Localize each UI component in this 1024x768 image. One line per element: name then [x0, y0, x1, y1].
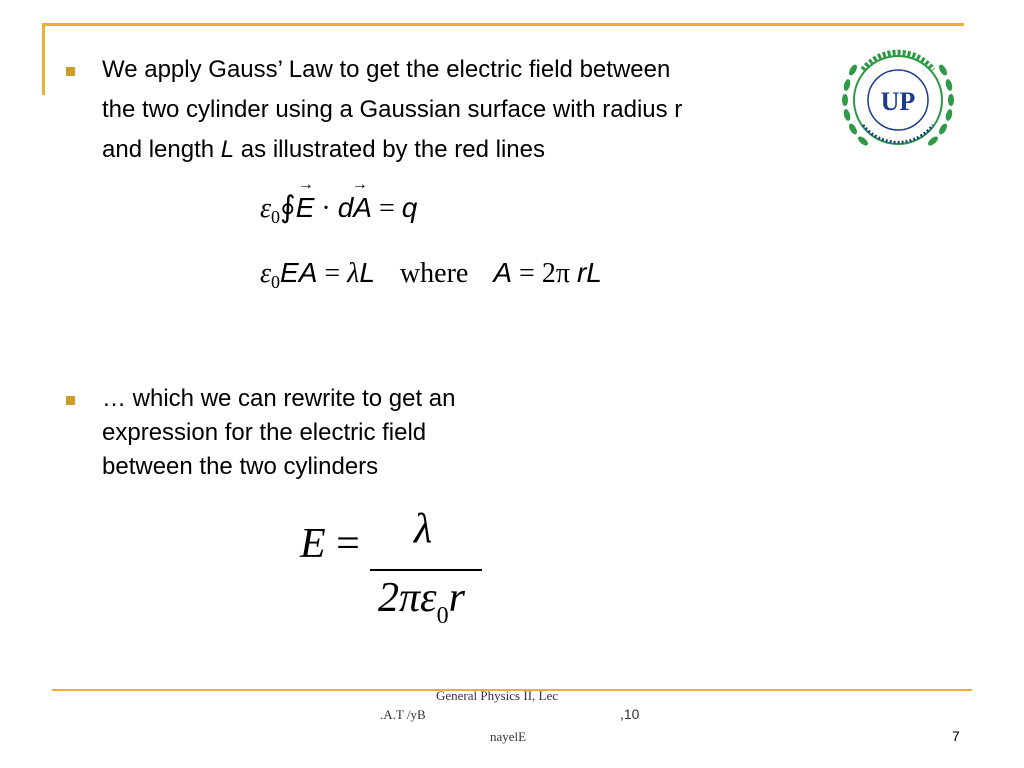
left-border-line: [42, 23, 45, 95]
equation-flux-result: [260, 257, 602, 293]
bullet-1-line-2: the two cylinder using a Gaussian surface with radius r: [102, 96, 683, 123]
epsilon-symbol: ε: [260, 258, 272, 289]
radius-symbol: r: [448, 575, 465, 621]
fraction-bar: [370, 569, 482, 571]
bullet-1-text: [102, 50, 682, 170]
logo-initials: UP: [880, 87, 916, 116]
equals-sign: =: [378, 193, 395, 224]
bullet-2-line-2: expression for the electric field: [102, 419, 427, 446]
denominator-main: 2πε: [378, 575, 437, 621]
laurel-wreath-icon: [833, 30, 963, 165]
length-symbol: L: [359, 257, 375, 288]
area-vector: dA →: [337, 176, 372, 223]
bullet-2-text: [102, 382, 456, 484]
vector-arrow-icon: →: [351, 176, 368, 193]
epsilon-symbol: ε: [260, 193, 272, 224]
footer-author-part: .A.T /yB: [380, 707, 426, 722]
footer-author-name: nayelE: [490, 729, 527, 744]
subscript-zero: 0: [271, 272, 281, 292]
subscript-zero: 0: [436, 603, 449, 629]
bullet-1-line-3-start: and length: [102, 136, 221, 163]
bullet-1-line-3-end: as illustrated by the red lines: [234, 136, 545, 163]
area-symbol: A: [493, 257, 513, 288]
page-number: 7: [952, 728, 960, 744]
vector-arrow-icon: →: [297, 176, 314, 193]
lambda-symbol: λ: [347, 258, 360, 289]
footer-lecture-number: ,10: [620, 706, 640, 722]
equation-gauss-law: [260, 176, 418, 228]
footer-course: General Physics II, Lec: [436, 688, 559, 703]
two-pi: 2π: [541, 258, 570, 289]
fraction-numerator: λ: [414, 506, 433, 552]
equation-field-lhs: [300, 520, 360, 568]
equals-sign: =: [519, 258, 535, 289]
charge-symbol: q: [401, 192, 418, 223]
top-border-line: [42, 23, 964, 26]
closed-integral-symbol: ∮: [280, 191, 296, 224]
subscript-zero: 0: [271, 207, 281, 227]
bullet-2-line-1: … which we can rewrite to get an: [102, 385, 456, 412]
equals-sign: =: [336, 521, 360, 567]
bullet-1-line-1: We apply Gauss’ Law to get the electric field between: [102, 56, 671, 83]
university-logo: [833, 30, 963, 165]
bullet-1-line-3: [102, 130, 682, 170]
bullet-marker: [66, 396, 75, 405]
where-word: where: [399, 258, 469, 289]
length-symbol: L: [220, 136, 235, 163]
field-vector: E →: [295, 176, 315, 223]
bullet-2-line-3: between the two cylinders: [102, 453, 379, 480]
equals-sign: =: [324, 258, 341, 289]
fraction-denominator: [378, 574, 465, 630]
rl-product: rL: [576, 257, 602, 288]
field-symbol: E: [300, 521, 326, 567]
ea-product: EA: [280, 257, 318, 288]
bullet-marker: [66, 67, 75, 76]
dot-operator: ·: [321, 193, 331, 224]
